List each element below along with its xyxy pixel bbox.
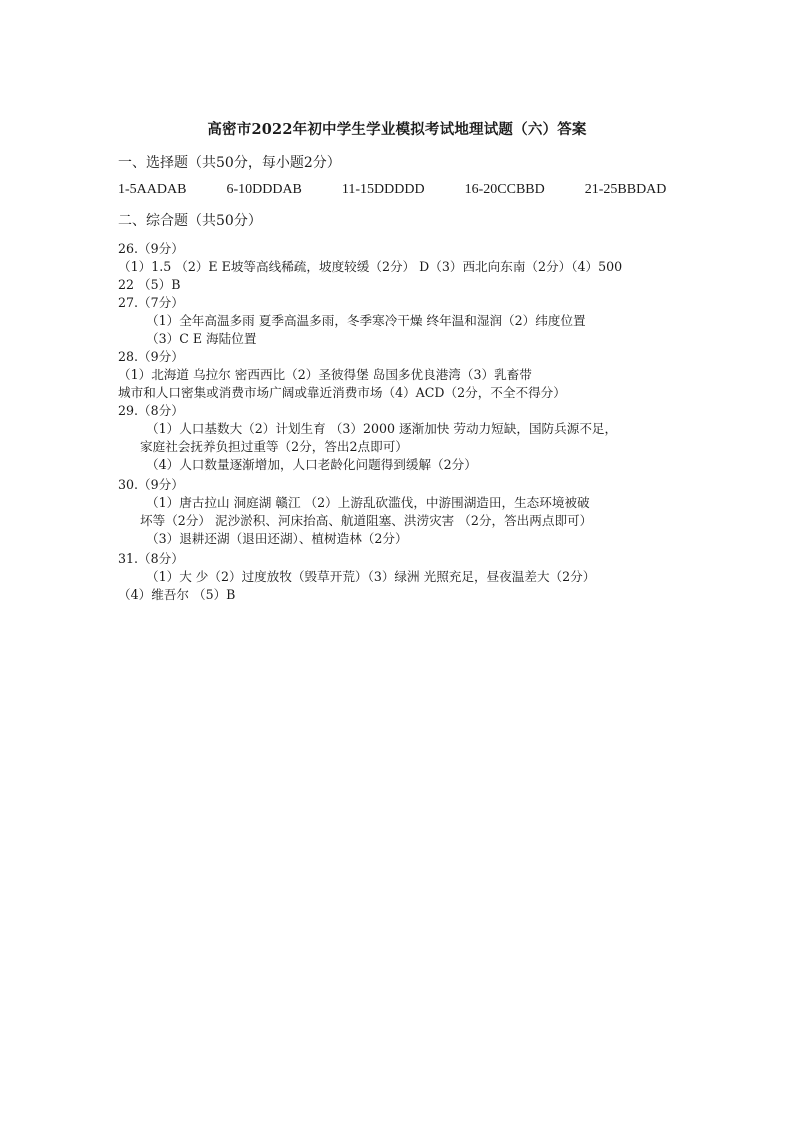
section-1-heading: 一、选择题（共50分，每小题2分） [118,155,341,171]
answer-block-q30 [118,476,688,548]
mc-group-16-20: 16-20CCBBD [464,182,545,197]
q30-line-3: （3）退耕还湖（退田还湖）、植树造林（2分） [146,531,408,546]
q27-heading: 27.（7分） [118,295,184,310]
section-2-heading: 二、综合题（共50分） [118,213,262,229]
mc-group-1-5: 1-5AADAB [118,182,187,197]
q31-line-2: （4）维吾尔 （5）B [118,587,236,602]
q26-heading: 26.（9分） [118,241,184,256]
q30-line-1: （1）唐古拉山 洞庭湖 赣江 （2）上游乱砍滥伐，中游围湖造田，生态环境被破 [146,495,590,510]
q31-heading: 31.（8分） [118,551,184,566]
q28-heading: 28.（9分） [118,349,184,364]
q28-line-2: 城市和人口密集或消费市场广阔或靠近消费市场（4）ACD（2分，不全不得分） [118,385,566,400]
q26-line-1: （1）1.5 （2）E E坡等高线稀疏，坡度较缓（2分） D（3）西北向东南（2分）（4）500 [118,259,623,274]
mc-group-21-25: 21-25BBDAD [584,182,667,197]
multiple-choice-answers [118,182,666,198]
answer-block-q27 [118,294,688,348]
q27-line-1: （1）全年高温多雨 夏季高温多雨，冬季寒冷干燥 终年温和湿润（2）纬度位置 [146,313,586,328]
q26-line-2: 22 （5）B [118,277,181,292]
document-title: 高密市2022年初中学生学业模拟考试地理试题（六）答案 [207,121,587,138]
q29-line-3: （4）人口数量逐渐增加，人口老龄化问题得到缓解（2分） [146,457,477,472]
q30-heading: 30.（9分） [118,477,184,492]
q29-line-2: 家庭社会抚养负担过重等（2分，答出2点即可） [140,439,408,454]
answer-block-q31 [118,550,688,604]
answer-block-q28 [118,348,688,402]
q27-line-2: （3）C E 海陆位置 [146,331,257,346]
mc-group-6-10: 6-10DDDAB [226,182,302,197]
answer-block-q26 [118,240,688,294]
answer-block-q29 [118,402,688,474]
q30-line-2: 坏等（2分） 泥沙淤积、河床抬高、航道阻塞、洪涝灾害 （2分，答出两点即可） [140,513,593,528]
q29-line-1: （1）人口基数大（2）计划生育 （3）2000 逐渐加快 劳动力短缺，国防兵源不足， [146,421,618,436]
q28-line-1: （1）北海道 乌拉尔 密西西比（2）圣彼得堡 岛国多优良港湾（3）乳畜带 [118,367,532,382]
q31-line-1: （1）大 少（2）过度放牧（毁草开荒）（3）绿洲 光照充足，昼夜温差大（2分） [146,569,596,584]
mc-group-11-15: 11-15DDDDD [341,182,425,197]
q29-heading: 29.（8分） [118,403,184,418]
